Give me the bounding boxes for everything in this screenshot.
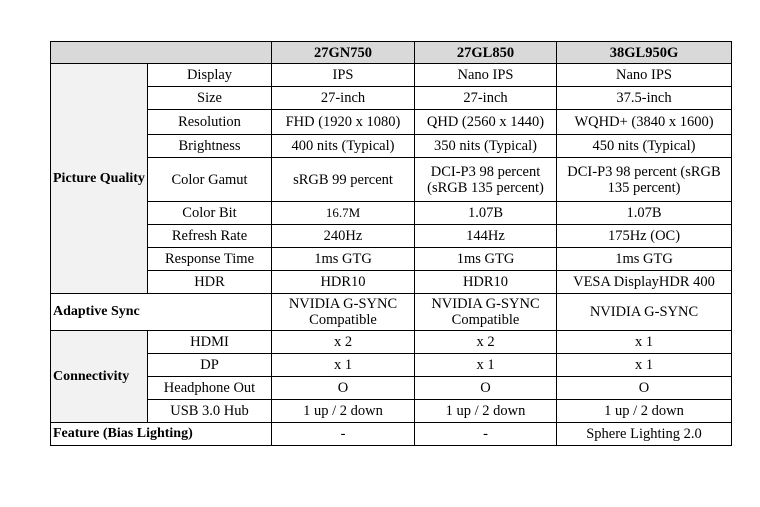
cell-value: 400 nits (Typical) — [272, 135, 415, 158]
table-row — [51, 354, 732, 377]
row-label: Refresh Rate — [148, 225, 272, 248]
cell-value: Nano IPS — [557, 64, 732, 87]
cell-value: QHD (2560 x 1440) — [415, 110, 557, 135]
table-row — [51, 271, 732, 294]
cell-value: HDR10 — [272, 271, 415, 294]
group-adaptive-sync: Adaptive Sync — [51, 294, 272, 331]
cell-value: O — [557, 377, 732, 400]
cell-value: Sphere Lighting 2.0 — [557, 423, 732, 446]
cell-value: 27-inch — [415, 87, 557, 110]
group-picture-quality: Picture Quality — [51, 64, 148, 294]
cell-value: O — [272, 377, 415, 400]
row-label: Resolution — [148, 110, 272, 135]
header-model-3: 38GL950G — [557, 42, 732, 64]
header-model-2: 27GL850 — [415, 42, 557, 64]
cell-value: x 2 — [415, 331, 557, 354]
header-model-1: 27GN750 — [272, 42, 415, 64]
table-row — [51, 248, 732, 271]
cell-value: x 1 — [272, 354, 415, 377]
cell-value: 350 nits (Typical) — [415, 135, 557, 158]
cell-value: 1.07B — [557, 202, 732, 225]
cell-value: NVIDIA G-SYNC Compatible — [272, 294, 415, 331]
cell-value: x 1 — [557, 354, 732, 377]
cell-value: IPS — [272, 64, 415, 87]
cell-value: 16.7M — [272, 202, 415, 225]
table-row — [51, 158, 732, 202]
table-row — [51, 377, 732, 400]
cell-value: x 2 — [272, 331, 415, 354]
group-feature: Feature (Bias Lighting) — [51, 423, 272, 446]
cell-value: 1 up / 2 down — [415, 400, 557, 423]
cell-value: VESA DisplayHDR 400 — [557, 271, 732, 294]
table-row — [51, 64, 732, 87]
group-connectivity: Connectivity — [51, 331, 148, 423]
row-label: USB 3.0 Hub — [148, 400, 272, 423]
cell-value: DCI-P3 98 percent (sRGB 135 percent) — [557, 158, 732, 202]
row-label: DP — [148, 354, 272, 377]
table-row — [51, 87, 732, 110]
cell-value: 175Hz (OC) — [557, 225, 732, 248]
cell-value: 1 up / 2 down — [557, 400, 732, 423]
table-row — [51, 294, 732, 331]
table-row — [51, 225, 732, 248]
row-label: HDMI — [148, 331, 272, 354]
table-row — [51, 400, 732, 423]
row-label: HDR — [148, 271, 272, 294]
cell-value: 1ms GTG — [415, 248, 557, 271]
table-row — [51, 331, 732, 354]
cell-value: 1ms GTG — [557, 248, 732, 271]
row-label: Display — [148, 64, 272, 87]
table-row — [51, 135, 732, 158]
cell-value: Nano IPS — [415, 64, 557, 87]
cell-value: - — [415, 423, 557, 446]
row-label: Color Bit — [148, 202, 272, 225]
cell-value: O — [415, 377, 557, 400]
cell-value: 1 up / 2 down — [272, 400, 415, 423]
cell-value: NVIDIA G-SYNC — [557, 294, 732, 331]
header-corner-cell — [51, 42, 272, 64]
cell-value: WQHD+ (3840 x 1600) — [557, 110, 732, 135]
row-label: Headphone Out — [148, 377, 272, 400]
row-label: Brightness — [148, 135, 272, 158]
row-label: Size — [148, 87, 272, 110]
cell-value: NVIDIA G-SYNC Compatible — [415, 294, 557, 331]
cell-value: 144Hz — [415, 225, 557, 248]
cell-value: 1.07B — [415, 202, 557, 225]
table-row — [51, 202, 732, 225]
cell-value: FHD (1920 x 1080) — [272, 110, 415, 135]
header-row — [51, 42, 732, 64]
spec-table — [50, 41, 732, 446]
table-row — [51, 110, 732, 135]
cell-value: HDR10 — [415, 271, 557, 294]
cell-value: - — [272, 423, 415, 446]
row-label: Color Gamut — [148, 158, 272, 202]
table-row — [51, 423, 732, 446]
cell-value: x 1 — [557, 331, 732, 354]
row-label: Response Time — [148, 248, 272, 271]
cell-value: 27-inch — [272, 87, 415, 110]
cell-value: 240Hz — [272, 225, 415, 248]
cell-value: x 1 — [415, 354, 557, 377]
cell-value: 37.5-inch — [557, 87, 732, 110]
cell-value: DCI-P3 98 percent (sRGB 135 percent) — [415, 158, 557, 202]
cell-value: sRGB 99 percent — [272, 158, 415, 202]
cell-value: 450 nits (Typical) — [557, 135, 732, 158]
cell-value: 1ms GTG — [272, 248, 415, 271]
